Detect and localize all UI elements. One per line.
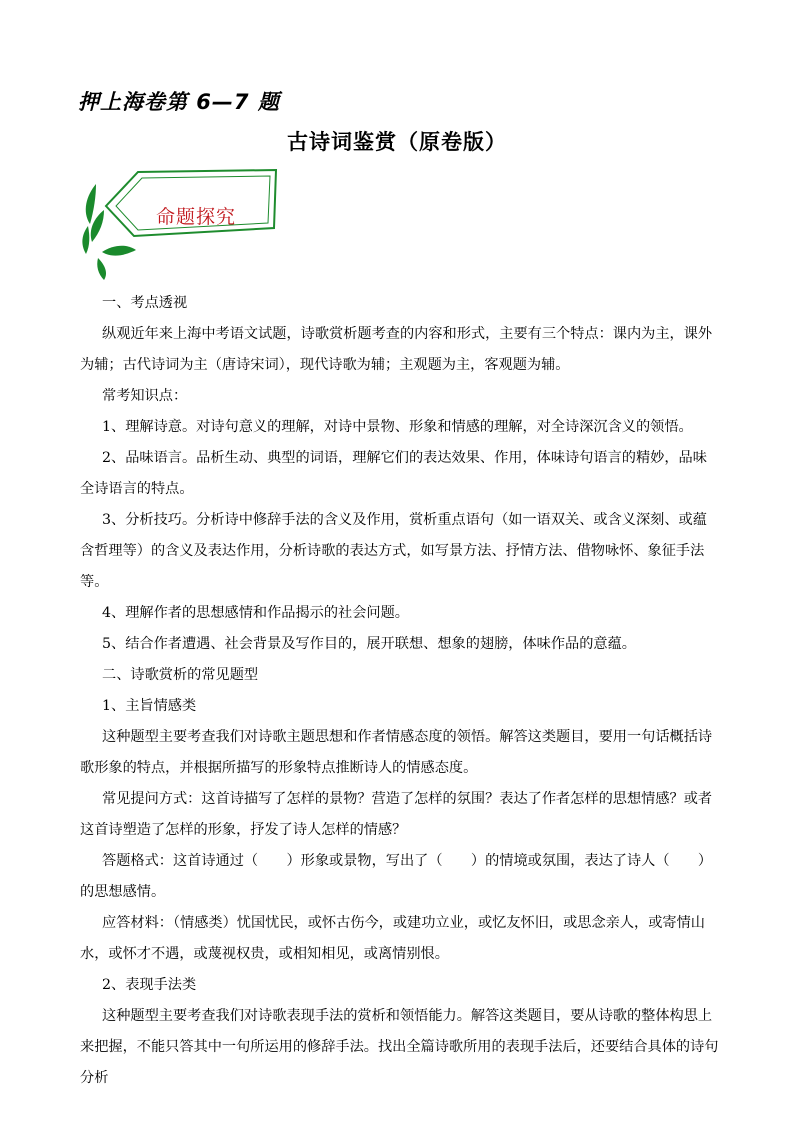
paragraph: 这种题型主要考查我们对诗歌主题思想和作者情感态度的领悟。解答这类题目，要用一句话概括诗歌形象的特点，并根据所描写的形象特点推断诗人的情感态度。 bbox=[80, 729, 713, 776]
page-title: 古诗词鉴赏（原卷版） bbox=[287, 130, 507, 154]
section-heading-1: 一、考点透视 bbox=[102, 295, 188, 311]
paragraph: 这种题型主要考查我们对诗歌表现手法的赏析和领悟能力。解答这类题目，要从诗歌的整体构思上来把握，不能只答其中一句所运用的修辞手法。找出全篇诗歌所用的表现手法后，还要结合具体的诗句分析 bbox=[80, 1008, 719, 1086]
list-item: 4、理解作者的思想感情和作品揭示的社会问题。 bbox=[102, 605, 409, 621]
exam-section-title: 押上海卷第 6—7 题 bbox=[78, 90, 280, 114]
paragraph: 常考知识点： bbox=[102, 388, 188, 404]
subsection-heading: 2、表现手法类 bbox=[102, 977, 197, 993]
subsection-heading: 1、主旨情感类 bbox=[102, 698, 197, 714]
badge-label: 命题探究 bbox=[156, 206, 237, 228]
section-heading-2: 二、诗歌赏析的常见题型 bbox=[102, 667, 259, 683]
paragraph: 应答材料：（情感类）忧国忧民，或怀古伤今，或建功立业，或忆友怀旧，或思念亲人，或寄情山水，或怀才不遇，或蔑视权贵，或相知相见，或离情别恨。 bbox=[80, 915, 705, 962]
list-item: 3、分析技巧。分析诗中修辞手法的含义及作用，赏析重点语句（如一语双关、或含义深刻、或蕴含哲理等）的含义及表达作用，分析诗歌的表达方式，如写景方法、抒情方法、借物咏怀、象征手法等。 bbox=[80, 512, 707, 590]
topic-badge bbox=[76, 166, 286, 286]
paragraph: 纵观近年来上海中考语文试题，诗歌赏析题考查的内容和形式，主要有三个特点：课内为主，课外为辅；古代诗词为主（唐诗宋词），现代诗歌为辅；主观题为主，客观题为辅。 bbox=[80, 326, 713, 373]
list-item: 1、理解诗意。对诗句意义的理解，对诗中景物、形象和情感的理解，对全诗深沉含义的领悟。 bbox=[102, 419, 693, 435]
list-item: 5、结合作者遭遇、社会背景及写作目的，展开联想、想象的翅膀，体味作品的意蕴。 bbox=[102, 636, 636, 652]
paragraph: 答题格式：这首诗通过（ ）形象或景物，写出了（ ）的情境或氛围，表达了诗人（ ）的思想感情。 bbox=[80, 853, 713, 900]
document-body bbox=[80, 288, 720, 1094]
paragraph: 常见提问方式：这首诗描写了怎样的景物？营造了怎样的氛围？表达了作者怎样的思想情感？或者这首诗塑造了怎样的形象，抒发了诗人怎样的情感？ bbox=[80, 791, 713, 838]
list-item: 2、品味语言。品析生动、典型的词语，理解它们的表达效果、作用，体味诗句语言的精妙，品味全诗语言的特点。 bbox=[80, 450, 707, 497]
